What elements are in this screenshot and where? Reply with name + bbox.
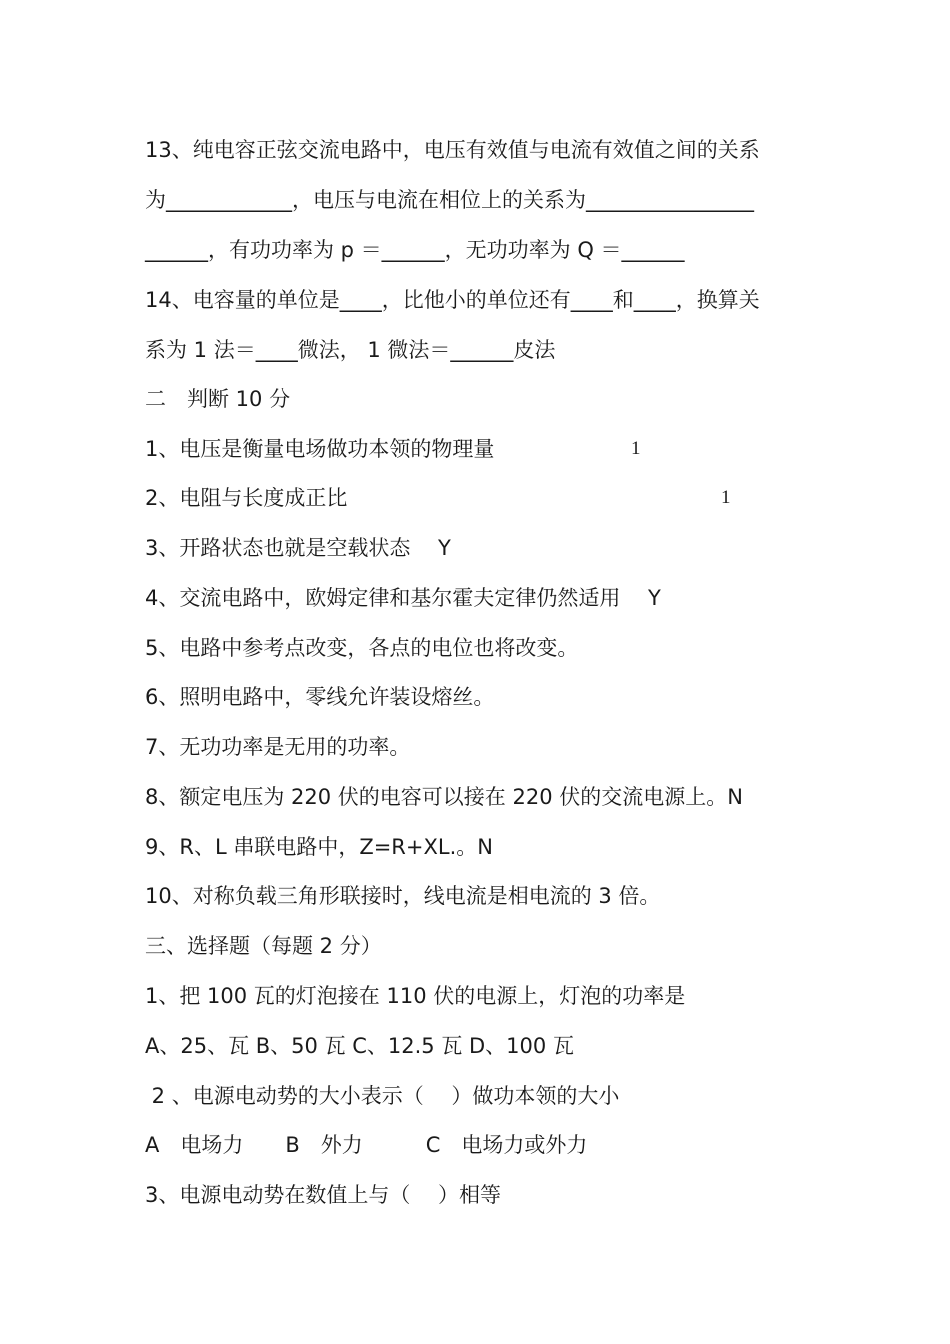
choice-question-2: 2 、电源电动势的大小表示（ ）做功本领的大小 <box>145 1084 620 1108</box>
judgement-item-9: 9、R、L 串联电路中，Z=R+XL.。N <box>145 835 493 859</box>
choice-question-1: 1、把 100 瓦的灯泡接在 110 伏的电源上，灯泡的功率是 <box>145 984 686 1008</box>
judgement-item-5: 5、电路中参考点改变，各点的电位也将改变。 <box>145 636 579 660</box>
judgement-item-1: 1、电压是衡量电场做功本领的物理量 <box>145 437 495 461</box>
judgement-item-3: 3、开路状态也就是空载状态 Y <box>145 536 451 560</box>
question-13-line-2: 为____________，电压与电流在相位上的关系为________________ <box>145 188 754 212</box>
question-14-line-1: 14、电容量的单位是____，比他小的单位还有____和____，换算关 <box>145 288 760 312</box>
judgement-item-8: 8、额定电压为 220 伏的电容可以接在 220 伏的交流电源上。N <box>145 785 743 809</box>
choice-question-2-options: A 电场力 B 外力 C 电场力或外力 <box>145 1133 588 1157</box>
judgement-item-10: 10、对称负载三角形联接时，线电流是相电流的 3 倍。 <box>145 884 661 908</box>
choice-heading: 三、选择题（每题 2 分） <box>145 934 382 958</box>
question-14-line-2: 系为 1 法＝____微法， 1 微法＝______皮法 <box>145 338 556 362</box>
choice-question-3: 3、电源电动势在数值上与（ ）相等 <box>145 1183 502 1207</box>
judgement-item-1-mark: 1 <box>631 438 641 459</box>
choice-question-1-options: A、25、瓦 B、50 瓦 C、12.5 瓦 D、100 瓦 <box>145 1034 574 1058</box>
question-13-line-3: ______，有功功率为 p ＝______，无功功率为 Q ＝______ <box>145 238 685 262</box>
judgement-item-6: 6、照明电路中，零线允许装设熔丝。 <box>145 685 495 709</box>
judgement-item-7: 7、无功功率是无用的功率。 <box>145 735 411 759</box>
judgement-item-4: 4、交流电路中，欧姆定律和基尔霍夫定律仍然适用 Y <box>145 586 661 610</box>
judgement-heading: 二 判断 10 分 <box>145 387 291 411</box>
judgement-item-2-mark: 1 <box>721 487 731 508</box>
judgement-item-2: 2、电阻与长度成正比 <box>145 486 348 510</box>
question-13-line-1: 13、纯电容正弦交流电路中，电压有效值与电流有效值之间的关系 <box>145 138 760 162</box>
